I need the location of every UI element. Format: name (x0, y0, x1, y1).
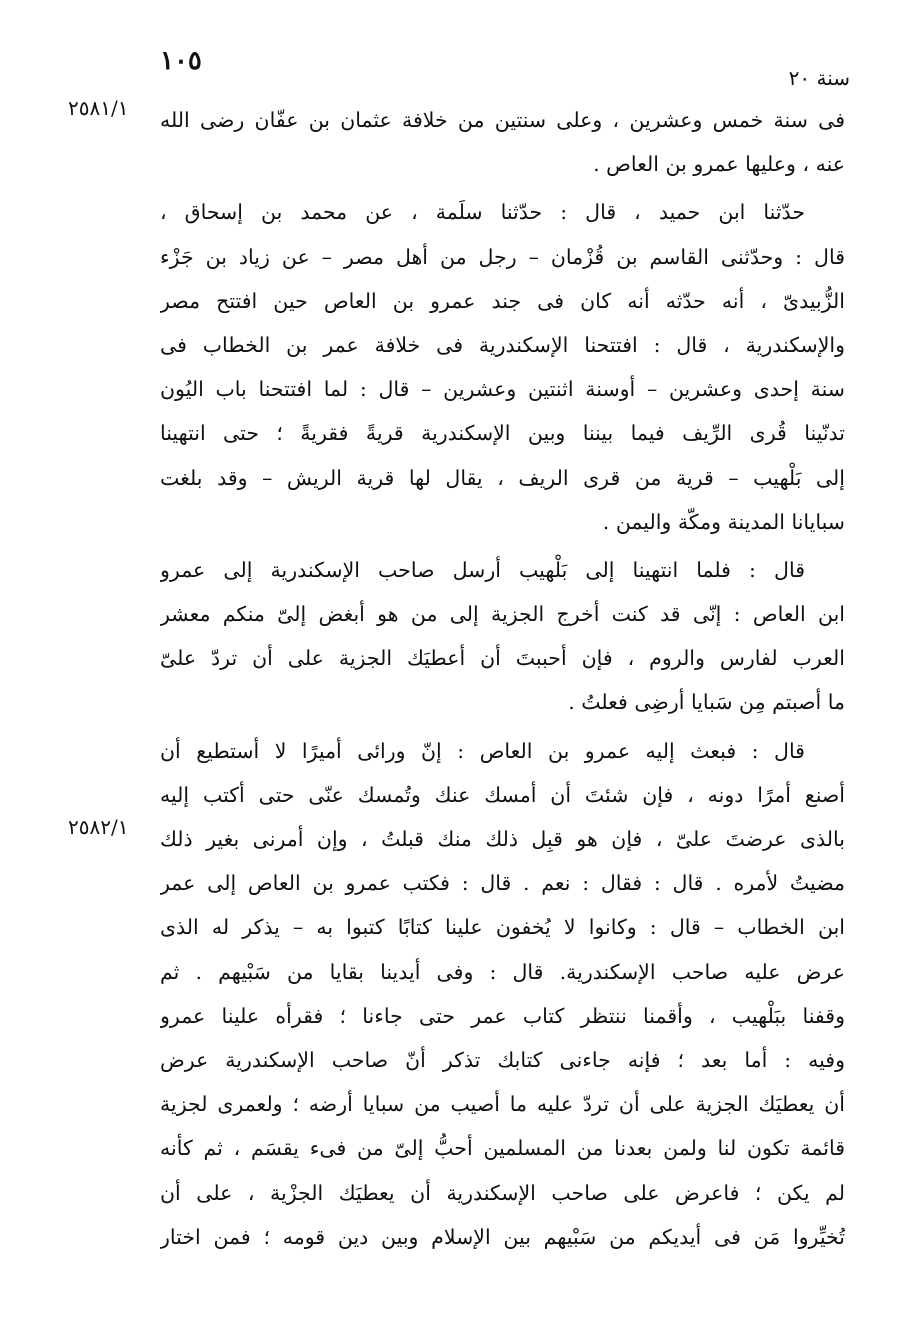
text-line: عرض عليه صاحب الإسكندرية. قال : وفى أيدينا بقايا من سَبْيهم . ثم (160, 959, 845, 984)
text-line: حدّثنا ابن حميد ، قال : حدّثنا سلَمة ، عن محمد بن إسحاق ، (160, 200, 805, 225)
text-line: بالذى عرضتَ علىّ ، فإن هو قبِل ذلك منك قبلتُ ، وإن أمرنى بغير ذلك (160, 827, 845, 851)
text-line: أصنع أمرًا دونه ، فإن شئتَ أن أمسك عنك وتُمسك عنّى حتى أكتب إليه (160, 782, 845, 807)
text-line: إلى بَلْهيب – قرية من قرى الريف ، يقال لها قرية الريش – وقد بلغت (160, 465, 845, 490)
text-line: وفيه : أما بعد ؛ فإنه جاءنى كتابك تذكر أنّ صاحب الإسكندرية عرض (160, 1047, 845, 1072)
margin-reference: ٢٥٨١/١ (68, 96, 129, 120)
text-line: والإسكندرية ، قال : افتتحنا الإسكندرية فى خلافة عمر بن الخطاب فى (160, 332, 845, 357)
text-line: سنة إحدى وعشرين – أوسنة اثنتين وعشرين – قال : لما افتتحنا باب اليُون (160, 377, 845, 402)
text-line: ما أصبتم مِن سَبايا أرضِى فعلتُ . (568, 690, 845, 715)
text-line: لم يكن ؛ فاعرض على صاحب الإسكندرية أن يعطيَك الجزْية ، على أن (160, 1180, 845, 1205)
text-line: وقفنا ببَلْهيب ، وأقمنا ننتظر كتاب عمر حتى جاءنا ؛ فقرأه علينا عمرو (160, 1003, 845, 1028)
text-line: سبايانا المدينة ومكّة واليمن . (602, 509, 845, 534)
text-line: قال : فبعث إليه عمرو بن العاص : إنّ ورائى أميرًا لا أستطيع أن (160, 738, 805, 763)
margin-reference: ٢٥٨٢/١ (68, 815, 129, 839)
text-line: أن يعطيَك الجزية على أن تردّ عليه ما أصيب من سبايا أرضه ؛ ولعمرى لجزية (160, 1092, 845, 1117)
text-line: الزُّبيدىّ ، أنه حدّثه أنه كان فى جند عمرو بن العاص حين افتتح مصر (160, 288, 845, 313)
text-line: عنه ، وعليها عمرو بن العاص . (593, 152, 845, 177)
text-line: ابن الخطاب – قال : وكانوا لا يُخفون علينا كتابًا كتبوا به – يذكر له الذى (160, 915, 845, 940)
text-line: قال : وحدّثنى القاسم بن قُزْمان – رجل من أهل مصر – عن زياد بن جَزْء (160, 244, 845, 269)
year-header: سنة ٢٠ (788, 66, 850, 90)
text-line: فى سنة خمس وعشرين ، وعلى سنتين من خلافة عثمان بن عفّان رضى الله (160, 108, 845, 132)
text-line: مضيتُ لأمره . قال : فقال : نعم . قال : فكتب عمرو بن العاص إلى عمر (160, 871, 845, 896)
text-line: ابن العاص : إنّى قد كنت أخرج الجزية إلى من هو أبغض إلىّ منكم معشر (160, 602, 845, 627)
text-line: قال : فلما انتهينا إلى بَلْهيب أرسل صاحب الإسكندرية إلى عمرو (160, 557, 805, 582)
page-number: ١٠٥ (160, 46, 202, 76)
text-line: العرب لفارس والروم ، فإن أحببتَ أن أعطيَك الجزية على أن تردّ علىّ (160, 646, 845, 671)
text-line: تُخيِّروا مَن فى أيديكم من سَبْيهم بين الإسلام وبين دين قومه ؛ فمن اختار (160, 1224, 845, 1249)
text-line: تدنّينا قُرى الرِّيف فيما بيننا وبين الإسكندرية قريةً فقريةً ؛ حتى انتهينا (160, 421, 845, 446)
text-line: قائمة تكون لنا ولمن بعدنا من المسلمين أحبُّ إلىّ من فىء يقسَم ، ثم كأنه (160, 1136, 845, 1161)
body-text (160, 98, 845, 1259)
